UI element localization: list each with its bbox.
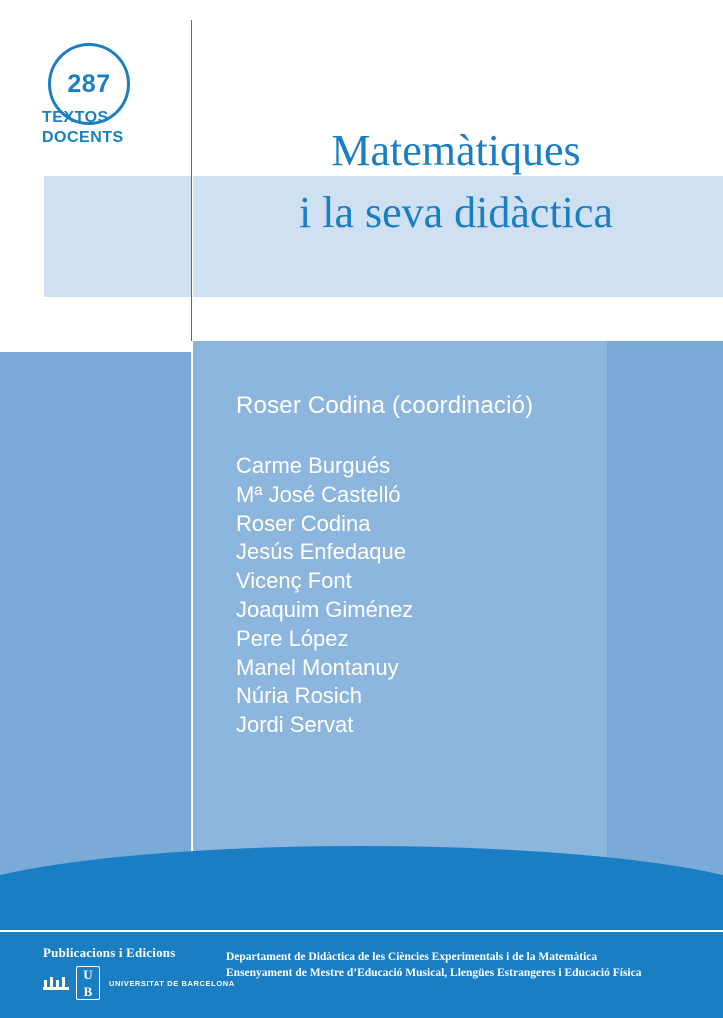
list-item: Jordi Servat xyxy=(236,712,354,738)
footer-divider xyxy=(0,930,723,932)
ub-monogram-icon xyxy=(76,966,100,1000)
list-item: Jesús Enfedaque xyxy=(236,539,407,565)
collection-name xyxy=(42,108,142,148)
ub-emblem-icon xyxy=(43,973,69,993)
publisher-label: Publicacions i Edicions xyxy=(43,945,176,960)
collection-name-line1: TEXTOS xyxy=(42,109,109,126)
department-line-1: Departament de Didàctica de les Ciències Experimentals i de la Matemàtica xyxy=(226,951,598,963)
collection-number: 287 xyxy=(67,69,111,98)
authors-list xyxy=(236,452,413,740)
list-item: Vicenç Font xyxy=(236,568,352,594)
list-item: Mª José Castelló xyxy=(236,481,401,507)
list-item: Joaquim Giménez xyxy=(236,596,414,622)
university-logo xyxy=(43,966,235,1000)
ub-letter-u: U xyxy=(83,967,93,982)
list-item: Carme Burgués xyxy=(236,453,391,478)
department-info xyxy=(226,950,641,981)
vertical-rule-blue xyxy=(191,20,192,341)
coordinator-name: Roser Codina (coordinació) xyxy=(236,392,534,419)
list-item: Roser Codina xyxy=(236,510,371,536)
list-item: Pere López xyxy=(236,625,349,651)
university-name: UNIVERSITAT DE BARCELONA xyxy=(109,978,235,988)
list-item: Núria Rosich xyxy=(236,683,362,709)
list-item: Manel Montanuy xyxy=(236,654,399,680)
left-background-block xyxy=(0,352,191,890)
book-title-line2: i la seva didàctica xyxy=(299,188,613,238)
department-line-2: Ensenyament de Mestre d’Educació Musical, Llengües Estrangeres i Educació Física xyxy=(226,966,642,979)
book-title-line1: Matemàtiques xyxy=(331,126,581,175)
book-title xyxy=(206,120,706,245)
ub-letter-b: B xyxy=(83,984,93,999)
collection-name-line2: DOCENTS xyxy=(42,129,124,146)
